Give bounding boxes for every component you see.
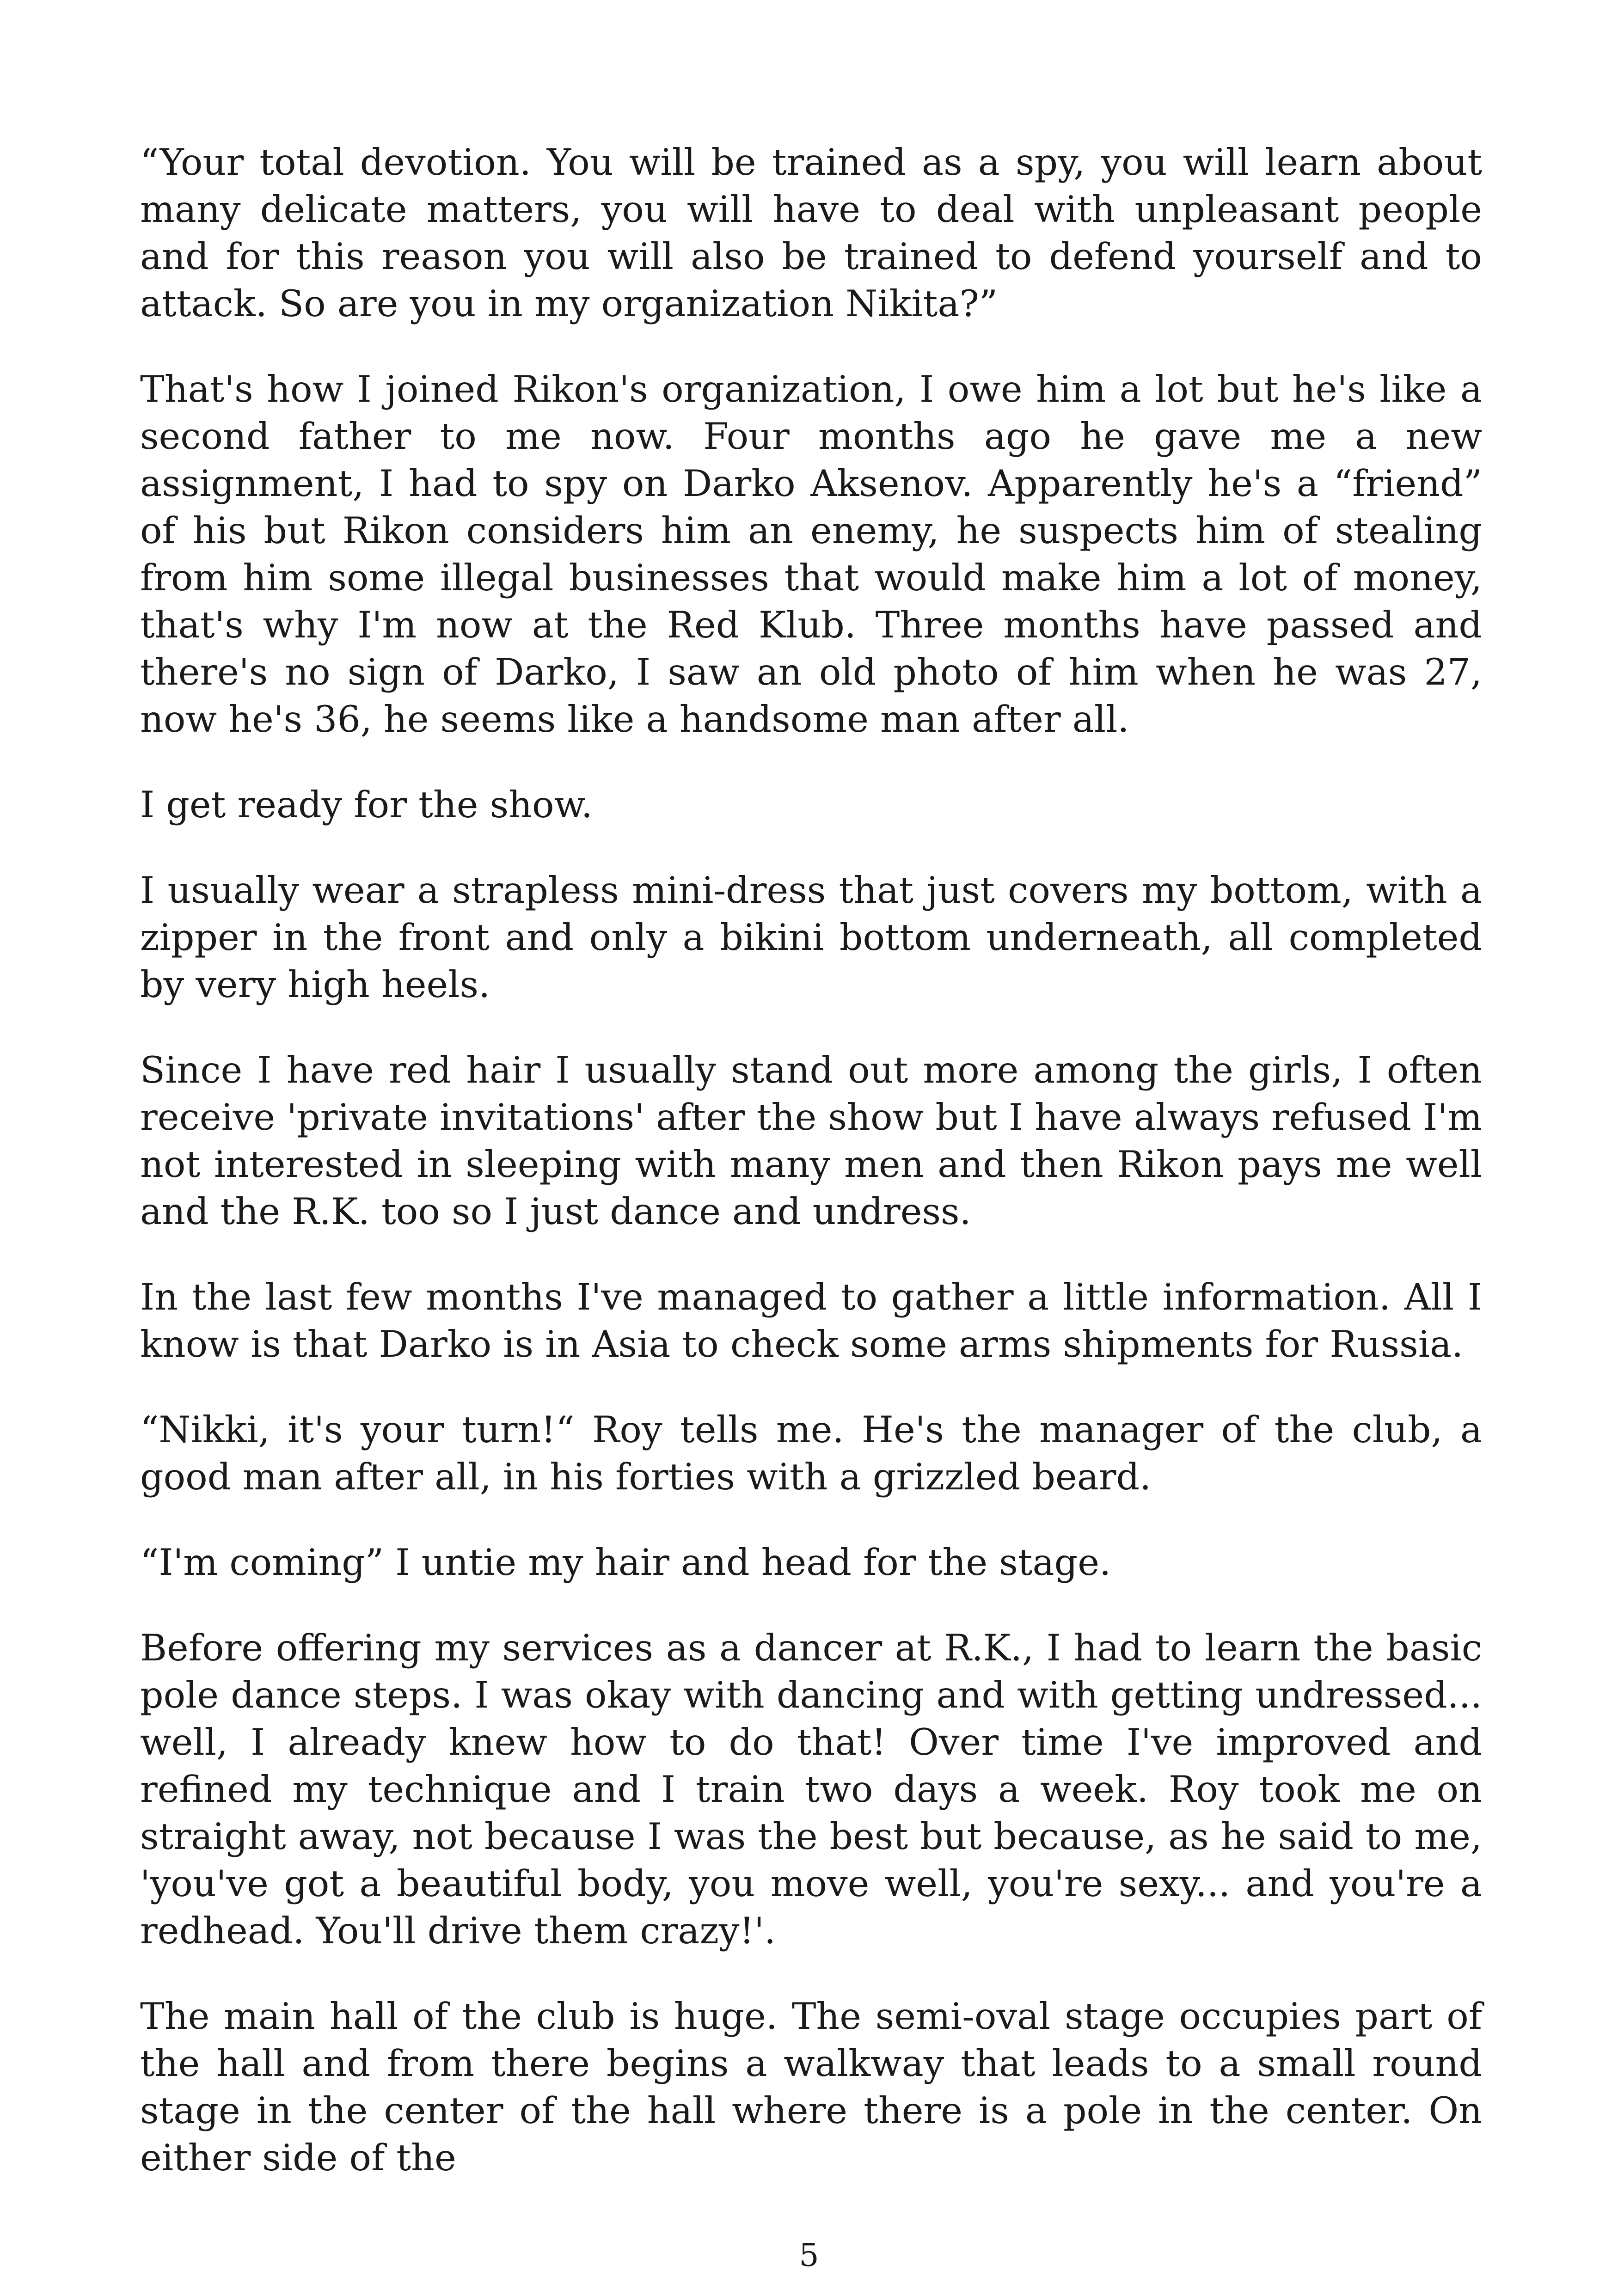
paragraph-2: That's how I joined Rikon's organization, I owe him a lot but he's like a second father to me now. Four months ago he gave me a new assignment, I had to spy on Darko Aksenov. Apparently he's a “friend” of his but Rikon considers him an enemy, he suspects him of stealing from him some illegal businesses that would make him a lot of money, that's why I'm now at the Red Klub. Three months have passed and there's no sign of Darko, I saw an old photo of him when he was 27, now he's 36, he seems like a handsome man after all. <box>140 368 1482 741</box>
paragraph-10: The main hall of the club is huge. The semi-oval stage occupies part of the hall and from there begins a walkway that leads to a small round stage in the center of the hall where there is a pole in the center. On either side of the <box>140 1995 1482 2179</box>
paragraph-7: “Nikki, it's your turn!“ Roy tells me. He's the manager of the club, a good man after all, in his forties with a grizzled beard. <box>140 1408 1482 1498</box>
page-number: 5 <box>799 2237 819 2274</box>
paragraph-9: Before offering my services as a dancer at R.K., I had to learn the basic pole dance steps. I was okay with dancing and with getting undressed... well, I already knew how to do that! Over time I've improved and refined my technique and I train two days a week. Roy took me on straight away, not because I was the best but because, as he said to me, 'you've got a beautiful body, you move well, you're sexy... and you're a redhead. You'll drive them crazy!'. <box>140 1627 1482 1952</box>
paragraph-3: I get ready for the show. <box>140 784 593 826</box>
paragraph-5: Since I have red hair I usually stand out more among the girls, I often receive 'private invitations' after the show but I have always refused I'm not interested in sleeping with many men and then Rikon pays me well and the R.K. too so I just dance and undress. <box>140 1049 1482 1233</box>
paragraph-8: “I'm coming” I untie my hair and head for the stage. <box>140 1541 1111 1584</box>
paragraph-4: I usually wear a strapless mini-dress that just covers my bottom, with a zipper in the front and only a bikini bottom underneath, all completed by very high heels. <box>140 869 1482 1006</box>
paragraph-1: “Your total devotion. You will be trained as a spy, you will learn about many delicate matters, you will have to deal with unpleasant people and for this reason you will also be trained to defend yourself and to attack. So are you in my organization Nikita?” <box>140 141 1482 325</box>
body-text <box>140 139 1482 2220</box>
paragraph-6: In the last few months I've managed to gather a little information. All I know is that Darko is in Asia to check some arms shipments for Russia. <box>140 1276 1482 1365</box>
